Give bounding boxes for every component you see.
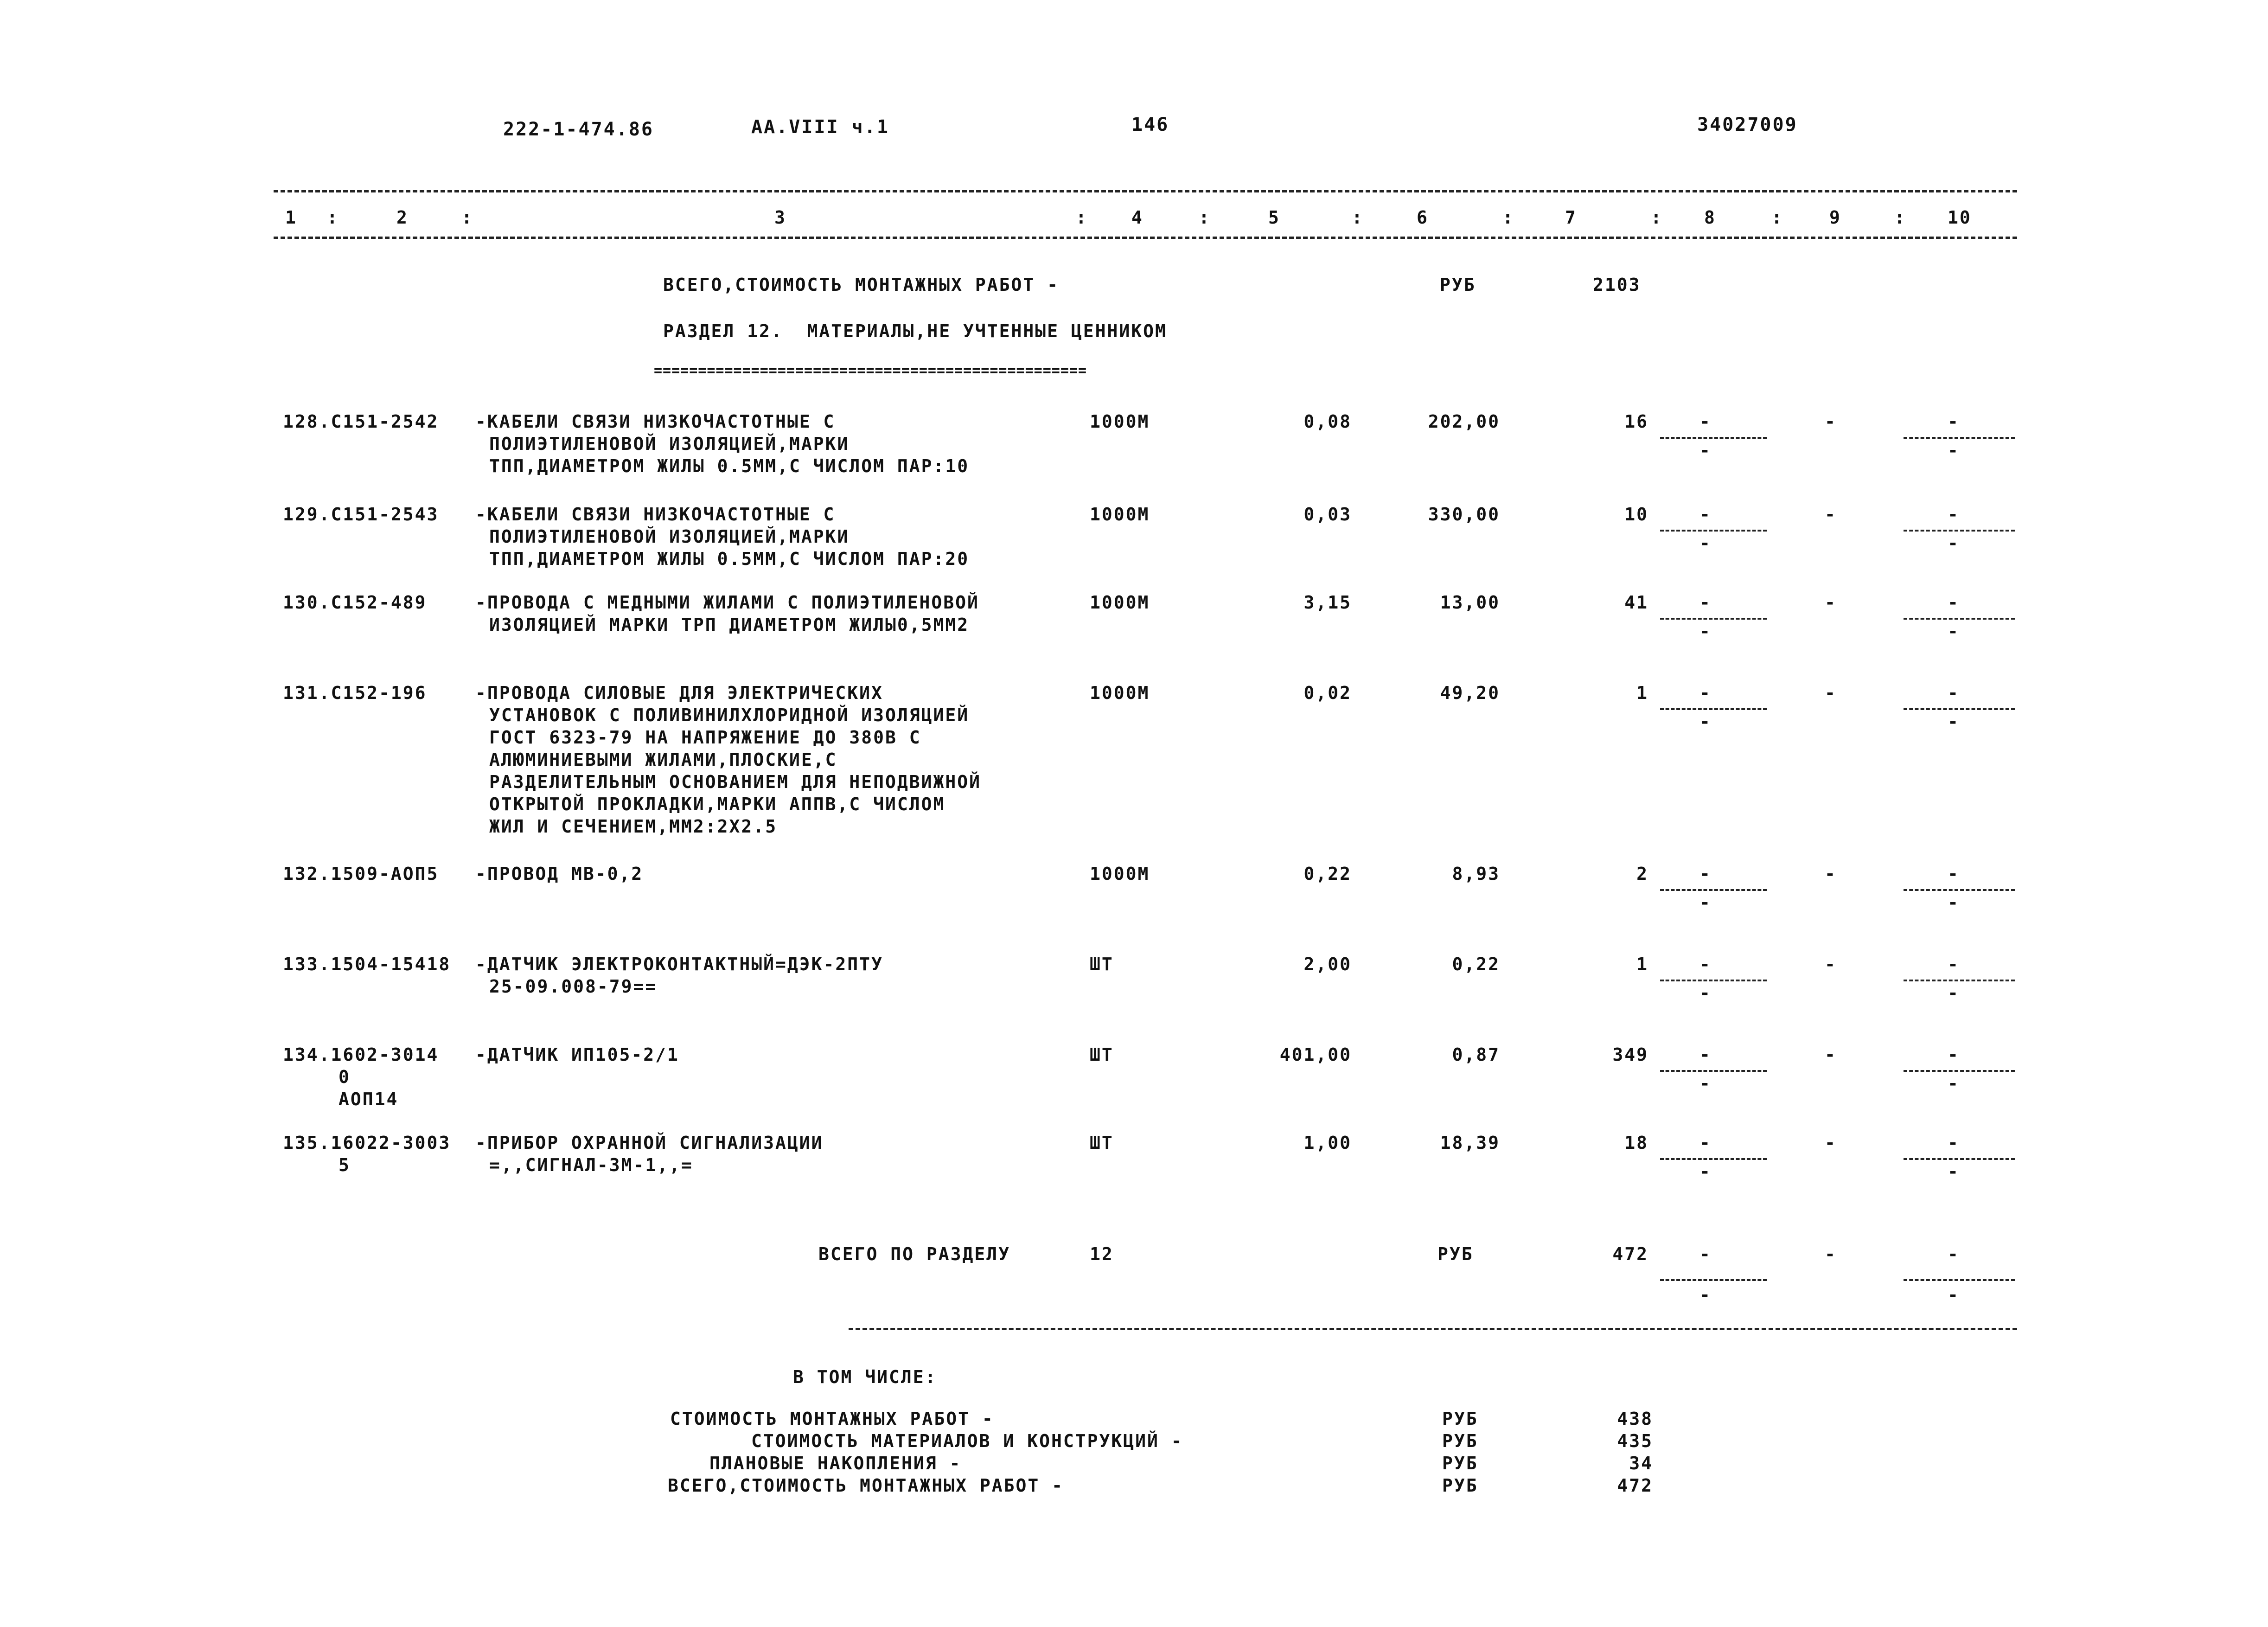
item-total: 18 — [1624, 1133, 1648, 1153]
section-total-col10-sub: - — [1948, 1285, 1960, 1305]
item-col8-sub: - — [1699, 621, 1712, 641]
item-col8: - — [1699, 504, 1712, 525]
item-name-line: -ПРИБОР ОХРАННОЙ СИГНАЛИЗАЦИИ — [475, 1133, 824, 1153]
item-col10-sub: - — [1948, 1073, 1960, 1094]
item-name-line: ГОСТ 6323-79 НА НАПРЯЖЕНИЕ ДО 380В С — [489, 727, 921, 748]
item-unit: ШТ — [1090, 1044, 1114, 1065]
item-total: 41 — [1624, 592, 1648, 613]
item-col8-divider — [1660, 618, 1767, 620]
item-price: 0,87 — [1452, 1044, 1500, 1065]
item-unit: ШТ — [1090, 1133, 1114, 1153]
item-col10-sub: - — [1948, 533, 1960, 553]
item-quantity: 2,00 — [1303, 954, 1352, 974]
item-total: 16 — [1624, 411, 1648, 432]
item-code: 130.С152-489 — [283, 592, 427, 613]
item-name-line: =,,СИГНАЛ-3М-1,,= — [489, 1155, 693, 1175]
section-total-label: ВСЕГО ПО РАЗДЕЛУ — [818, 1244, 1011, 1264]
column-separator: : — [327, 207, 339, 228]
item-col8: - — [1699, 683, 1712, 703]
item-name-line: -ДАТЧИК ИП105-2/1 — [475, 1044, 679, 1065]
breakdown-unit: РУБ — [1442, 1409, 1478, 1429]
item-col10-sub: - — [1948, 983, 1960, 1003]
breakdown-value: 435 — [1617, 1431, 1653, 1451]
section-total-number: 12 — [1090, 1244, 1114, 1264]
carryover-unit: РУБ — [1440, 275, 1476, 295]
item-col10-sub: - — [1948, 1161, 1960, 1182]
item-price: 202,00 — [1428, 411, 1500, 432]
item-col10-divider — [1904, 618, 2015, 620]
item-col9: - — [1825, 411, 1837, 432]
item-name-line: ОТКРЫТОЙ ПРОКЛАДКИ,МАРКИ АППВ,С ЧИСЛОМ — [489, 794, 946, 814]
column-number-1: 1 — [285, 207, 297, 228]
section-total-col10-divider — [1904, 1279, 2015, 1281]
item-code: 135.16022-3003 — [283, 1133, 451, 1153]
item-col10-sub: - — [1948, 892, 1960, 913]
item-col8-divider — [1660, 1158, 1767, 1160]
item-price: 330,00 — [1428, 504, 1500, 525]
item-name-line: ИЗОЛЯЦИЕЙ МАРКИ ТРП ДИАМЕТРОМ ЖИЛЫ0,5ММ2 — [489, 615, 970, 635]
item-col8-sub: - — [1699, 892, 1712, 913]
item-col10: - — [1948, 864, 1960, 884]
item-unit: 1000М — [1090, 411, 1150, 432]
column-number-2: 2 — [396, 207, 409, 228]
item-name-line: -ДАТЧИК ЭЛЕКТРОКОНТАКТНЫЙ=ДЭК-2ПТУ — [475, 954, 883, 974]
section-total-col8-divider — [1660, 1279, 1767, 1281]
item-col9: - — [1825, 1044, 1837, 1065]
item-col10: - — [1948, 683, 1960, 703]
album-label: АА.VIII ч.1 — [751, 116, 889, 138]
item-code-continuation: 5 — [339, 1155, 351, 1175]
section-total-col10: - — [1948, 1244, 1960, 1264]
item-col10: - — [1948, 504, 1960, 525]
column-number-3: 3 — [774, 207, 786, 228]
column-separator: : — [1076, 207, 1088, 228]
item-name-line: ПОЛИЭТИЛЕНОВОЙ ИЗОЛЯЦИЕЙ,МАРКИ — [489, 434, 850, 454]
item-col9: - — [1825, 504, 1837, 525]
breakdown-label: СТОИМОСТЬ МОНТАЖНЫХ РАБОТ - — [670, 1409, 994, 1429]
item-name-line: ПОЛИЭТИЛЕНОВОЙ ИЗОЛЯЦИЕЙ,МАРКИ — [489, 526, 850, 547]
column-separator: : — [1502, 207, 1514, 228]
item-col9: - — [1825, 954, 1837, 974]
item-col8-sub: - — [1699, 1073, 1712, 1094]
item-unit: 1000М — [1090, 504, 1150, 525]
column-number-7: 7 — [1565, 207, 1577, 228]
item-col8-divider — [1660, 889, 1767, 891]
item-quantity: 401,00 — [1279, 1044, 1352, 1065]
item-total: 1 — [1636, 683, 1648, 703]
item-unit: 1000М — [1090, 864, 1150, 884]
column-separator: : — [1199, 207, 1211, 228]
item-col8: - — [1699, 1044, 1712, 1065]
breakdown-value: 472 — [1617, 1475, 1653, 1496]
breakdown-unit: РУБ — [1442, 1431, 1478, 1451]
section-title-underline: ================================================= — [654, 363, 1087, 379]
table-top-rule — [274, 190, 2017, 192]
item-col8: - — [1699, 411, 1712, 432]
item-col8-divider — [1660, 1070, 1767, 1072]
item-col8-sub: - — [1699, 711, 1712, 732]
item-col8-divider — [1660, 980, 1767, 981]
column-number-4: 4 — [1131, 207, 1144, 228]
column-number-9: 9 — [1829, 207, 1841, 228]
item-col8-divider — [1660, 437, 1767, 439]
item-quantity: 3,15 — [1303, 592, 1352, 613]
item-quantity: 0,02 — [1303, 683, 1352, 703]
item-col9: - — [1825, 1133, 1837, 1153]
item-total: 349 — [1612, 1044, 1648, 1065]
section-total-col8: - — [1699, 1244, 1712, 1264]
breakdown-unit: РУБ — [1442, 1453, 1478, 1473]
item-col9: - — [1825, 592, 1837, 613]
item-unit: 1000М — [1090, 592, 1150, 613]
item-code: 133.1504-15418 — [283, 954, 451, 974]
item-col10-divider — [1904, 980, 2015, 981]
item-col10-sub: - — [1948, 440, 1960, 461]
item-name-line: РАЗДЕЛИТЕЛЬНЫМ ОСНОВАНИЕМ ДЛЯ НЕПОДВИЖНОЙ — [489, 772, 981, 792]
column-separator: : — [461, 207, 473, 228]
item-col10-sub: - — [1948, 711, 1960, 732]
breakdown-value: 34 — [1629, 1453, 1653, 1473]
registration-number: 34027009 — [1697, 114, 1798, 135]
item-name-line: -ПРОВОДА СИЛОВЫЕ ДЛЯ ЭЛЕКТРИЧЕСКИХ — [475, 683, 883, 703]
column-number-10: 10 — [1948, 207, 1972, 228]
item-col8-divider — [1660, 530, 1767, 532]
item-col10-divider — [1904, 889, 2015, 891]
page-number: 146 — [1131, 114, 1169, 135]
item-quantity: 1,00 — [1303, 1133, 1352, 1153]
table-header-bottom-rule — [274, 237, 2017, 239]
item-col10: - — [1948, 1044, 1960, 1065]
document-code: 222-1-474.86 — [503, 119, 654, 140]
section-total-rule — [849, 1328, 2017, 1330]
item-col10-divider — [1904, 437, 2015, 439]
section-title: РАЗДЕЛ 12. МАТЕРИАЛЫ,НЕ УЧТЕННЫЕ ЦЕННИКОМ — [663, 321, 1167, 341]
breakdown-unit: РУБ — [1442, 1475, 1478, 1496]
item-price: 8,93 — [1452, 864, 1500, 884]
item-price: 18,39 — [1440, 1133, 1500, 1153]
item-col8: - — [1699, 954, 1712, 974]
item-col10-divider — [1904, 1158, 2015, 1160]
breakdown-value: 438 — [1617, 1409, 1653, 1429]
item-price: 0,22 — [1452, 954, 1500, 974]
item-name-line: 25-09.008-79== — [489, 976, 658, 997]
item-total: 2 — [1636, 864, 1648, 884]
item-col8: - — [1699, 592, 1712, 613]
item-col9: - — [1825, 864, 1837, 884]
item-col10: - — [1948, 954, 1960, 974]
item-quantity: 0,03 — [1303, 504, 1352, 525]
item-col8: - — [1699, 864, 1712, 884]
carryover-value: 2103 — [1593, 275, 1641, 295]
item-unit: 1000М — [1090, 683, 1150, 703]
item-name-line: -КАБЕЛИ СВЯЗИ НИЗКОЧАСТОТНЫЕ С — [475, 504, 836, 525]
section-total-col8-sub: - — [1699, 1285, 1712, 1305]
item-name-line: УСТАНОВОК С ПОЛИВИНИЛХЛОРИДНОЙ ИЗОЛЯЦИЕЙ — [489, 705, 970, 725]
item-code-continuation: АОП14 — [339, 1089, 399, 1109]
item-col8-sub: - — [1699, 533, 1712, 553]
item-col10-divider — [1904, 1070, 2015, 1072]
item-col8-sub: - — [1699, 440, 1712, 461]
column-number-6: 6 — [1417, 207, 1429, 228]
item-code-continuation: 0 — [339, 1067, 351, 1087]
item-quantity: 0,08 — [1303, 411, 1352, 432]
column-separator: : — [1771, 207, 1783, 228]
item-price: 49,20 — [1440, 683, 1500, 703]
item-col10: - — [1948, 1133, 1960, 1153]
breakdown-label: СТОИМОСТЬ МАТЕРИАЛОВ И КОНСТРУКЦИЙ - — [751, 1431, 1183, 1451]
column-separator: : — [1651, 207, 1663, 228]
item-col10-divider — [1904, 708, 2015, 710]
item-name-line: -ПРОВОДА С МЕДНЫМИ ЖИЛАМИ С ПОЛИЭТИЛЕНОВОЙ — [475, 592, 979, 613]
column-number-5: 5 — [1268, 207, 1280, 228]
section-total-col9: - — [1825, 1244, 1837, 1264]
item-col10: - — [1948, 592, 1960, 613]
item-code: 134.1602-3014 — [283, 1044, 439, 1065]
section-total-value: 472 — [1612, 1244, 1648, 1264]
item-col8-divider — [1660, 708, 1767, 710]
item-quantity: 0,22 — [1303, 864, 1352, 884]
column-number-8: 8 — [1704, 207, 1716, 228]
column-separator: : — [1894, 207, 1906, 228]
item-name-line: ЖИЛ И СЕЧЕНИЕМ,ММ2:2Х2.5 — [489, 816, 778, 837]
item-name-line: АЛЮМИНИЕВЫМИ ЖИЛАМИ,ПЛОСКИЕ,С — [489, 749, 837, 770]
item-total: 1 — [1636, 954, 1648, 974]
item-price: 13,00 — [1440, 592, 1500, 613]
item-name-line: -ПРОВОД МВ-0,2 — [475, 864, 644, 884]
column-separator: : — [1352, 207, 1364, 228]
item-col8-sub: - — [1699, 1161, 1712, 1182]
item-total: 10 — [1624, 504, 1648, 525]
item-col9: - — [1825, 683, 1837, 703]
carryover-label: ВСЕГО,СТОИМОСТЬ МОНТАЖНЫХ РАБОТ - — [663, 275, 1059, 295]
breakdown-title: В ТОМ ЧИСЛЕ: — [793, 1367, 937, 1387]
item-col10-divider — [1904, 530, 2015, 532]
item-col10-sub: - — [1948, 621, 1960, 641]
item-name-line: ТПП,ДИАМЕТРОМ ЖИЛЫ 0.5ММ,С ЧИСЛОМ ПАР:20 — [489, 549, 970, 569]
item-col10: - — [1948, 411, 1960, 432]
item-code: 128.С151-2542 — [283, 411, 439, 432]
breakdown-label: ПЛАНОВЫЕ НАКОПЛЕНИЯ - — [709, 1453, 962, 1473]
item-col8-sub: - — [1699, 983, 1712, 1003]
breakdown-label: ВСЕГО,СТОИМОСТЬ МОНТАЖНЫХ РАБОТ - — [668, 1475, 1064, 1496]
item-unit: ШТ — [1090, 954, 1114, 974]
item-name-line: ТПП,ДИАМЕТРОМ ЖИЛЫ 0.5ММ,С ЧИСЛОМ ПАР:10 — [489, 456, 970, 476]
item-col8: - — [1699, 1133, 1712, 1153]
item-code: 132.1509-АОП5 — [283, 864, 439, 884]
item-code: 131.С152-196 — [283, 683, 427, 703]
item-name-line: -КАБЕЛИ СВЯЗИ НИЗКОЧАСТОТНЫЕ С — [475, 411, 836, 432]
section-total-unit: РУБ — [1437, 1244, 1474, 1264]
item-code: 129.С151-2543 — [283, 504, 439, 525]
